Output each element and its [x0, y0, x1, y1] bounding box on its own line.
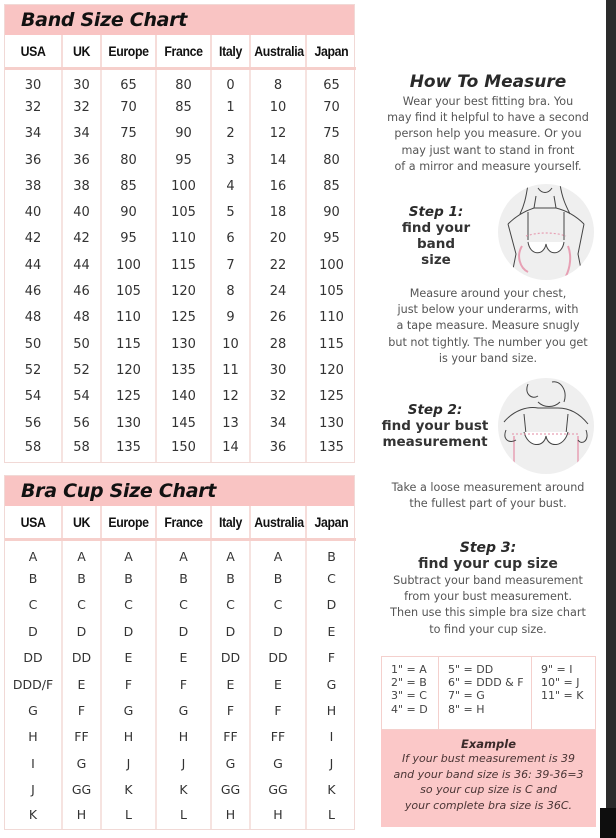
- cup-cell-japan: I: [329, 729, 334, 745]
- band-cell-australia: 16: [250, 173, 306, 199]
- how-to-measure-title: How To Measure: [409, 72, 567, 92]
- band-cell-italy: 7: [211, 252, 250, 278]
- band-cell-australia: 12: [250, 121, 306, 147]
- band-cell-usa: 58: [5, 436, 62, 462]
- band-cell-france: 95: [156, 147, 211, 173]
- band-table-row: [5, 147, 356, 173]
- cup-header-france: France: [159, 506, 207, 539]
- band-cell-japan: 100: [319, 257, 344, 273]
- cup-size-chart: [4, 475, 355, 830]
- cup-cell-france: D: [156, 618, 211, 644]
- band-cell-france: 105: [156, 199, 211, 225]
- conversion-item: 4" = D: [391, 702, 428, 716]
- step-1-title-line: find your: [401, 220, 471, 236]
- intro-line: may find it helpful to have a second: [387, 111, 589, 125]
- cup-cell-france: H: [156, 724, 211, 750]
- band-cell-france: 130: [156, 331, 211, 357]
- cup-header-australia: Australia: [253, 506, 302, 539]
- cup-table-row: [5, 618, 356, 644]
- band-cell-australia: 22: [250, 252, 306, 278]
- cup-table-row: [5, 750, 356, 776]
- cup-cell-italy: E: [211, 671, 250, 697]
- bust-measure-illustration: [498, 378, 594, 474]
- cup-conversion-table: [381, 656, 596, 730]
- step-1-title: [400, 204, 472, 268]
- band-table-row: [5, 121, 356, 147]
- cup-cell-australia: G: [250, 750, 306, 776]
- cup-cell-japan: L: [328, 807, 335, 823]
- band-cell-italy: 2: [211, 121, 250, 147]
- band-table-row: [5, 226, 356, 252]
- cup-cell-australia: GG: [250, 777, 306, 803]
- band-cell-france: 115: [156, 252, 211, 278]
- cup-cell-australia: C: [250, 592, 306, 618]
- cup-table-row: [5, 697, 356, 723]
- cup-cell-australia: H: [250, 803, 306, 829]
- band-cell-usa: 46: [5, 278, 62, 304]
- cup-cell-uk: C: [62, 592, 101, 618]
- band-header-row: [5, 35, 356, 68]
- cup-chart-title: Bra Cup Size Chart: [5, 476, 354, 506]
- cup-cell-italy: A: [211, 539, 250, 565]
- band-cell-uk: 50: [62, 331, 101, 357]
- cup-header-japan: Japan: [309, 506, 353, 539]
- band-table-row: [5, 331, 356, 357]
- cup-cell-france: E: [156, 645, 211, 671]
- cup-cell-france: A: [156, 539, 211, 565]
- band-cell-australia: 8: [250, 68, 306, 94]
- cup-cell-australia: F: [250, 697, 306, 723]
- cup-cell-japan: D: [326, 597, 337, 613]
- cup-cell-italy: GG: [211, 777, 250, 803]
- cup-cell-usa: K: [5, 803, 62, 829]
- conversion-item: 2" = B: [391, 676, 427, 690]
- band-cell-italy: 5: [211, 199, 250, 225]
- band-cell-japan: 75: [323, 126, 340, 142]
- band-cell-europe: 135: [101, 436, 156, 462]
- band-cell-europe: 80: [101, 147, 156, 173]
- band-cell-france: 140: [156, 384, 211, 410]
- cup-header-europe: Europe: [104, 506, 152, 539]
- band-cell-europe: 125: [101, 384, 156, 410]
- conversion-column: [439, 657, 532, 729]
- band-cell-france: 125: [156, 305, 211, 331]
- cup-cell-france: C: [156, 592, 211, 618]
- band-table-row: [5, 173, 356, 199]
- cup-cell-usa: DD: [5, 645, 62, 671]
- conversion-item: 9" = I: [541, 663, 573, 676]
- band-cell-japan: 70: [323, 99, 340, 115]
- band-cell-uk: 40: [62, 199, 101, 225]
- how-to-measure-intro: [370, 94, 606, 175]
- cup-table-row: [5, 645, 356, 671]
- step-2-label: Step 2:: [407, 402, 463, 418]
- band-cell-italy: 1: [211, 94, 250, 120]
- band-cell-europe: 85: [101, 173, 156, 199]
- band-cell-australia: 26: [250, 305, 306, 331]
- band-cell-uk: 36: [62, 147, 101, 173]
- cup-cell-usa: H: [5, 724, 62, 750]
- cup-cell-italy: D: [211, 618, 250, 644]
- band-cell-europe: 65: [101, 68, 156, 94]
- cup-cell-uk: G: [62, 750, 101, 776]
- band-cell-japan: 65: [323, 78, 340, 94]
- band-table-row: [5, 278, 356, 304]
- band-table-row: [5, 94, 356, 120]
- band-cell-usa: 32: [5, 94, 62, 120]
- band-table-row: [5, 436, 356, 462]
- cup-cell-italy: H: [211, 803, 250, 829]
- cup-cell-france: B: [156, 565, 211, 591]
- woman-band-tape-icon: [498, 184, 594, 280]
- band-header-uk: UK: [64, 35, 98, 68]
- cup-cell-europe: L: [101, 803, 156, 829]
- cup-cell-japan: G: [326, 676, 337, 692]
- example-title: Example: [461, 737, 516, 751]
- step-1-desc-line: is your band size.: [438, 351, 538, 365]
- band-cell-europe: 105: [101, 278, 156, 304]
- band-table-row: [5, 357, 356, 383]
- cup-header-uk: UK: [64, 506, 98, 539]
- band-cell-usa: 34: [5, 121, 62, 147]
- band-cell-italy: 4: [211, 173, 250, 199]
- cup-cell-europe: G: [101, 697, 156, 723]
- cup-cell-usa: D: [5, 618, 62, 644]
- intro-line: of a mirror and measure yourself.: [394, 159, 582, 173]
- cup-cell-australia: DD: [250, 645, 306, 671]
- step-1-desc-line: just below your underarms, with: [397, 303, 579, 317]
- band-cell-japan: 110: [319, 310, 344, 326]
- band-cell-japan: 125: [319, 389, 344, 405]
- band-cell-australia: 32: [250, 384, 306, 410]
- example-line: your complete bra size is 36C.: [404, 798, 573, 812]
- cup-cell-uk: A: [62, 539, 101, 565]
- band-cell-usa: 38: [5, 173, 62, 199]
- cup-cell-usa: G: [5, 697, 62, 723]
- band-cell-usa: 40: [5, 199, 62, 225]
- cup-cell-italy: B: [211, 565, 250, 591]
- cup-cell-europe: D: [101, 618, 156, 644]
- cup-cell-australia: D: [250, 618, 306, 644]
- band-cell-italy: 10: [211, 331, 250, 357]
- cup-cell-europe: E: [101, 645, 156, 671]
- step-3-desc-line: to find your cup size.: [429, 622, 547, 636]
- cup-cell-france: J: [156, 750, 211, 776]
- band-table-row: [5, 305, 356, 331]
- band-cell-japan: 95: [323, 231, 340, 247]
- band-cell-europe: 120: [101, 357, 156, 383]
- cup-header-usa: USA: [8, 506, 58, 539]
- band-header-usa: USA: [8, 35, 58, 68]
- conversion-item: 1" = A: [391, 663, 427, 676]
- band-cell-france: 85: [156, 94, 211, 120]
- band-cell-uk: 48: [62, 305, 101, 331]
- cup-cell-australia: FF: [250, 724, 306, 750]
- step-1-desc-line: a tape measure. Measure snugly: [396, 319, 580, 333]
- band-cell-usa: 54: [5, 384, 62, 410]
- band-cell-australia: 18: [250, 199, 306, 225]
- band-header-europe: Europe: [104, 35, 152, 68]
- step-3-description: [370, 573, 606, 638]
- band-table-row: [5, 252, 356, 278]
- band-cell-australia: 20: [250, 226, 306, 252]
- step-1-desc-line: but not tightly. The number you get: [388, 335, 588, 349]
- cup-table-row: [5, 777, 356, 803]
- cup-cell-france: G: [156, 697, 211, 723]
- cup-cell-europe: C: [101, 592, 156, 618]
- band-cell-japan: 105: [319, 284, 344, 300]
- cup-header-row: [5, 506, 356, 539]
- band-cell-usa: 56: [5, 410, 62, 436]
- cup-table-row: [5, 803, 356, 829]
- band-cell-europe: 95: [101, 226, 156, 252]
- cup-cell-japan: F: [327, 650, 336, 666]
- step-2-title-line: measurement: [382, 434, 488, 450]
- band-cell-uk: 44: [62, 252, 101, 278]
- example-line: If your bust measurement is 39: [401, 752, 576, 765]
- band-cell-uk: 56: [62, 410, 101, 436]
- cup-cell-italy: FF: [211, 724, 250, 750]
- cup-cell-japan: E: [327, 623, 336, 639]
- band-table-row: [5, 410, 356, 436]
- band-cell-europe: 115: [101, 331, 156, 357]
- band-cell-usa: 52: [5, 357, 62, 383]
- band-cell-europe: 90: [101, 199, 156, 225]
- cup-cell-europe: B: [101, 565, 156, 591]
- band-cell-australia: 36: [250, 436, 306, 462]
- step-1-title-line: band size: [416, 236, 456, 268]
- band-cell-usa: 48: [5, 305, 62, 331]
- cup-cell-europe: J: [101, 750, 156, 776]
- cup-cell-europe: H: [101, 724, 156, 750]
- step-3-desc-line: Then use this simple bra size chart: [390, 606, 586, 620]
- band-cell-japan: 135: [319, 440, 344, 456]
- band-cell-uk: 58: [62, 436, 101, 462]
- band-cell-australia: 14: [250, 147, 306, 173]
- cup-cell-usa: I: [5, 750, 62, 776]
- cup-cell-uk: H: [62, 803, 101, 829]
- band-cell-usa: 50: [5, 331, 62, 357]
- band-cell-australia: 28: [250, 331, 306, 357]
- band-cell-uk: 54: [62, 384, 101, 410]
- step-3-title-line: find your cup size: [418, 556, 558, 572]
- band-cell-italy: 0: [211, 68, 250, 94]
- cup-cell-japan: B: [327, 549, 336, 565]
- cup-table-row: [5, 565, 356, 591]
- conversion-item: 6" = DDD & F: [448, 676, 524, 690]
- example-line: and your band size is 36: 39-36=3: [393, 767, 584, 781]
- cup-cell-uk: GG: [62, 777, 101, 803]
- band-cell-italy: 11: [211, 357, 250, 383]
- cup-cell-france: L: [156, 803, 211, 829]
- band-cell-uk: 42: [62, 226, 101, 252]
- cup-cell-usa: B: [5, 565, 62, 591]
- band-cell-france: 100: [156, 173, 211, 199]
- cup-cell-usa: C: [5, 592, 62, 618]
- conversion-column: [382, 657, 439, 729]
- band-cell-usa: 44: [5, 252, 62, 278]
- cup-cell-usa: DDD/F: [5, 671, 62, 697]
- band-cell-france: 120: [156, 278, 211, 304]
- band-cell-europe: 100: [101, 252, 156, 278]
- band-cell-australia: 10: [250, 94, 306, 120]
- band-cell-europe: 130: [101, 410, 156, 436]
- cup-cell-australia: E: [250, 671, 306, 697]
- cup-cell-europe: F: [101, 671, 156, 697]
- band-chart-title: Band Size Chart: [5, 5, 354, 35]
- cup-table-row: [5, 592, 356, 618]
- cup-cell-usa: J: [5, 777, 62, 803]
- cup-cell-italy: DD: [211, 645, 250, 671]
- band-table-row: [5, 68, 356, 94]
- band-cell-japan: 90: [323, 205, 340, 221]
- conversion-item: 5" = DD: [448, 663, 494, 676]
- intro-line: Wear your best fitting bra. You: [402, 95, 574, 108]
- band-cell-italy: 12: [211, 384, 250, 410]
- example-line: so your cup size is C and: [420, 783, 557, 796]
- cup-cell-australia: A: [250, 539, 306, 565]
- band-cell-usa: 36: [5, 147, 62, 173]
- cup-cell-italy: G: [211, 750, 250, 776]
- cup-table-row: [5, 539, 356, 565]
- band-cell-japan: 115: [319, 336, 344, 352]
- band-cell-france: 90: [156, 121, 211, 147]
- cup-cell-uk: B: [62, 565, 101, 591]
- band-header-japan: Japan: [309, 35, 353, 68]
- cup-cell-europe: K: [101, 777, 156, 803]
- cup-cell-uk: E: [62, 671, 101, 697]
- conversion-item: 7" = G: [448, 689, 485, 703]
- cup-cell-uk: FF: [62, 724, 101, 750]
- band-cell-france: 145: [156, 410, 211, 436]
- step-2-description: [370, 480, 606, 512]
- cup-cell-france: K: [156, 777, 211, 803]
- band-cell-uk: 34: [62, 121, 101, 147]
- woman-bust-tape-icon: [498, 378, 594, 474]
- band-cell-france: 150: [156, 436, 211, 462]
- cup-header-italy: Italy: [213, 506, 247, 539]
- band-cell-italy: 13: [211, 410, 250, 436]
- image-edge-corner: [600, 808, 616, 838]
- band-cell-uk: 30: [62, 68, 101, 94]
- image-edge-border: [606, 0, 616, 838]
- cup-cell-japan: H: [326, 703, 337, 719]
- band-cell-uk: 38: [62, 173, 101, 199]
- how-to-measure-panel: [370, 0, 606, 838]
- intro-line: may just want to stand in front: [401, 143, 575, 157]
- conversion-column: [532, 657, 595, 729]
- band-cell-italy: 8: [211, 278, 250, 304]
- step-2-desc-line: Take a loose measurement around: [391, 481, 585, 494]
- band-cell-uk: 32: [62, 94, 101, 120]
- step-3-title: [370, 540, 606, 572]
- band-cell-europe: 70: [101, 94, 156, 120]
- band-cell-italy: 9: [211, 305, 250, 331]
- band-cell-france: 80: [156, 68, 211, 94]
- band-table-row: [5, 199, 356, 225]
- band-cell-usa: 30: [5, 68, 62, 94]
- cup-cell-uk: F: [62, 697, 101, 723]
- band-table-row: [5, 384, 356, 410]
- step-1-description: [370, 286, 606, 367]
- cup-cell-europe: A: [101, 539, 156, 565]
- band-cell-japan: 130: [319, 415, 344, 431]
- step-2-title-line: find your bust: [381, 418, 489, 434]
- cup-cell-usa: A: [5, 539, 62, 565]
- cup-cell-japan: J: [329, 755, 334, 771]
- band-size-table: [5, 35, 356, 462]
- cup-cell-uk: D: [62, 618, 101, 644]
- band-cell-japan: 80: [323, 152, 340, 168]
- intro-line: person help you measure. Or you: [394, 127, 582, 141]
- conversion-item: 10" = J: [541, 676, 580, 690]
- band-cell-usa: 42: [5, 226, 62, 252]
- cup-cell-japan: K: [327, 782, 336, 798]
- band-cell-france: 110: [156, 226, 211, 252]
- step-2-desc-line: the fullest part of your bust.: [409, 497, 567, 511]
- band-cell-italy: 3: [211, 147, 250, 173]
- cup-cell-japan: C: [327, 571, 336, 587]
- cup-size-table: [5, 506, 356, 829]
- step-3-label: Step 3:: [459, 540, 517, 556]
- band-measure-illustration: [498, 184, 594, 280]
- step-3-desc-line: Subtract your band measurement: [393, 574, 583, 587]
- band-cell-europe: 75: [101, 121, 156, 147]
- band-cell-italy: 6: [211, 226, 250, 252]
- example-text: [381, 751, 596, 813]
- cup-cell-uk: DD: [62, 645, 101, 671]
- conversion-item: 8" = H: [448, 702, 485, 716]
- cup-cell-australia: B: [250, 565, 306, 591]
- band-cell-australia: 30: [250, 357, 306, 383]
- example-box: [381, 730, 596, 827]
- band-cell-australia: 34: [250, 410, 306, 436]
- step-1-label: Step 1:: [408, 204, 464, 220]
- band-size-chart: [4, 4, 355, 463]
- band-cell-uk: 46: [62, 278, 101, 304]
- cup-table-row: [5, 671, 356, 697]
- band-cell-japan: 120: [319, 362, 344, 378]
- cup-cell-italy: C: [211, 592, 250, 618]
- step-3-desc-line: from your bust measurement.: [404, 590, 572, 604]
- band-cell-uk: 52: [62, 357, 101, 383]
- cup-cell-italy: F: [211, 697, 250, 723]
- band-header-italy: Italy: [213, 35, 247, 68]
- band-header-france: France: [159, 35, 207, 68]
- conversion-item: 11" = K: [541, 689, 584, 703]
- band-cell-japan: 85: [323, 178, 340, 194]
- step-1-desc-line: Measure around your chest,: [409, 287, 567, 300]
- band-cell-europe: 110: [101, 305, 156, 331]
- conversion-item: 3" = C: [391, 689, 427, 703]
- band-header-australia: Australia: [253, 35, 302, 68]
- cup-table-row: [5, 724, 356, 750]
- band-cell-italy: 14: [211, 436, 250, 462]
- band-cell-australia: 24: [250, 278, 306, 304]
- band-cell-france: 135: [156, 357, 211, 383]
- step-2-title: [375, 402, 495, 450]
- cup-cell-france: F: [156, 671, 211, 697]
